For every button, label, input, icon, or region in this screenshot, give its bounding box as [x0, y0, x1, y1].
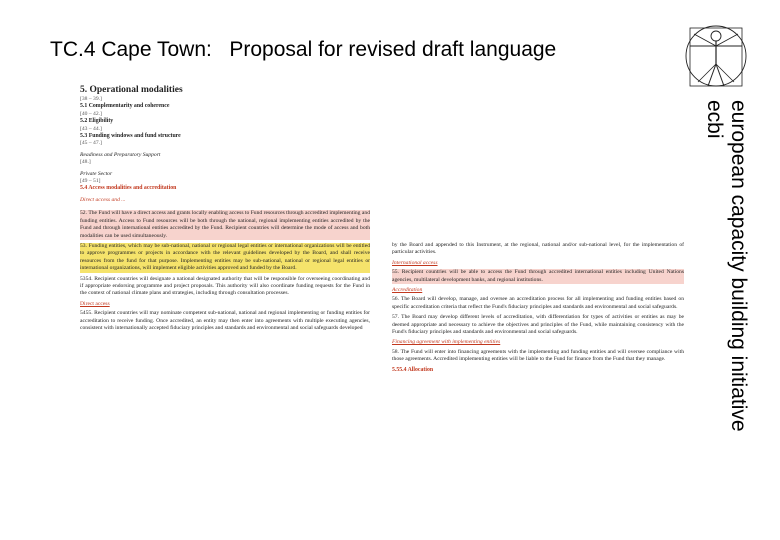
ref-45-47: [45 – 47.]	[80, 140, 102, 147]
section-5-2: 5.2 Eligibility	[80, 118, 114, 125]
section-direct-access: Direct access and ...	[80, 196, 126, 203]
document-right-column	[392, 240, 684, 476]
section-financing-agreement: Financing agreement with implementing entities	[392, 339, 501, 346]
direct-access-label: Direct access	[80, 300, 110, 307]
paragraph-52: 52. The Fund will have a direct access and grants locally enabling access to Fund resources through accredited implementing and funding entities. Access to Fund resources will be both through the national, regional implementing entities accredited by the Fund and through international entities accredited by the Fund. Recipient countries will determine the mode of access and both modalities can be used simultaneously.	[80, 210, 370, 239]
section-5-3: 5.3 Funding windows and fund structure	[80, 133, 181, 140]
sidebar-vertical-text	[698, 100, 758, 520]
paragraph-53: 53. Funding entities, which may be sub-national, national or regional legal entities or international organizations will be entitled to approve programmes or projects in accordance with the relevant guidelines developed by the Board, and shall receive resources from the fund for that purpose. Implementing entities may be sub-national, national or regional legal entities or international organizations, will implement eligible activities approved and funded by the Board.	[80, 242, 370, 272]
paragraph-55: 5455. Recipient countries will may nominate competent sub-national, national and regional implementing or funding entities for accreditation to receive funding. Once accredited, an entity may then enter into agreements with multiple executing agencies, consistent with internationally accepted fiduciary principles and standards and environmental and social safeguards developed	[80, 310, 370, 331]
paragraph-57: 57. The Board may develop different levels of accreditation, with differentiation for types of activities or entities as may be deemed appropriate and necessary to achieve the objectives and principles of the Fund, while maintaining consistency with the Fund's fiduciary principles and standards and environmental and social safeguards.	[392, 314, 684, 336]
sidebar-org-acronym: ecbi	[703, 100, 726, 139]
ref-40-42: [40 – 42.]	[80, 110, 102, 117]
ref-49-51: [49 – 51]	[80, 178, 101, 185]
section-accreditation: Accreditation	[392, 287, 423, 294]
slide-title: TC.4 Cape Town: Proposal for revised draft language	[50, 38, 557, 61]
paragraph-56: 56. The Board will develop, manage, and oversee an accreditation process for all implementing and funding entities based on specific accreditation criteria that reflect the Fund's fiduciary principles and standards and environmental and social safeguards.	[392, 296, 684, 310]
section-readiness: Readiness and Preparatory Support	[80, 151, 161, 158]
paragraph-55b: 55. Recipient countries will be able to access the Fund through accredited international entities including United Nations agencies, multilateral development banks, and regional institutions.	[392, 269, 684, 283]
paragraph-54: 5354. Recipient countries will designate a national designated authority that will be responsible for overseeing coordinating and if appropriate endorsing programme and project proposals. This authority will also coordinate funding requests for the Fund in the context of national climate plans and strategies, including through consultation processes.	[80, 275, 370, 297]
document-heading: 5. Operational modalities	[80, 85, 183, 95]
section-5-1: 5.1 Complementarity and coherence	[80, 103, 170, 110]
section-allocation: 5.55.4 Allocation	[392, 366, 434, 373]
ref-43-44: [43 – 44.]	[80, 125, 102, 132]
paragraph-top-continued: by the Board and appended to this Instrument, at the regional, national and/or sub-national level, for the implementation of particular activities.	[392, 242, 684, 256]
section-private-sector: Private Sector	[80, 170, 113, 177]
section-international-access: International access	[392, 259, 438, 266]
section-5-4: 5.4 Access modalities and accreditation	[80, 185, 177, 192]
document-left-column	[80, 84, 370, 476]
vitruvian-man-icon	[676, 14, 756, 94]
sidebar-org-name: european capacity building initiative	[727, 100, 750, 432]
ref-38-39: [38 – 39.]	[80, 96, 102, 102]
ref-48: [48.]	[80, 159, 91, 166]
paragraph-58: 58. The Fund will enter into financing agreements with the implementing and funding entities and will oversee compliance with those agreements. Accredited implementing entities will be liable to the Fund for finance from the Fund that they manage.	[392, 348, 684, 363]
